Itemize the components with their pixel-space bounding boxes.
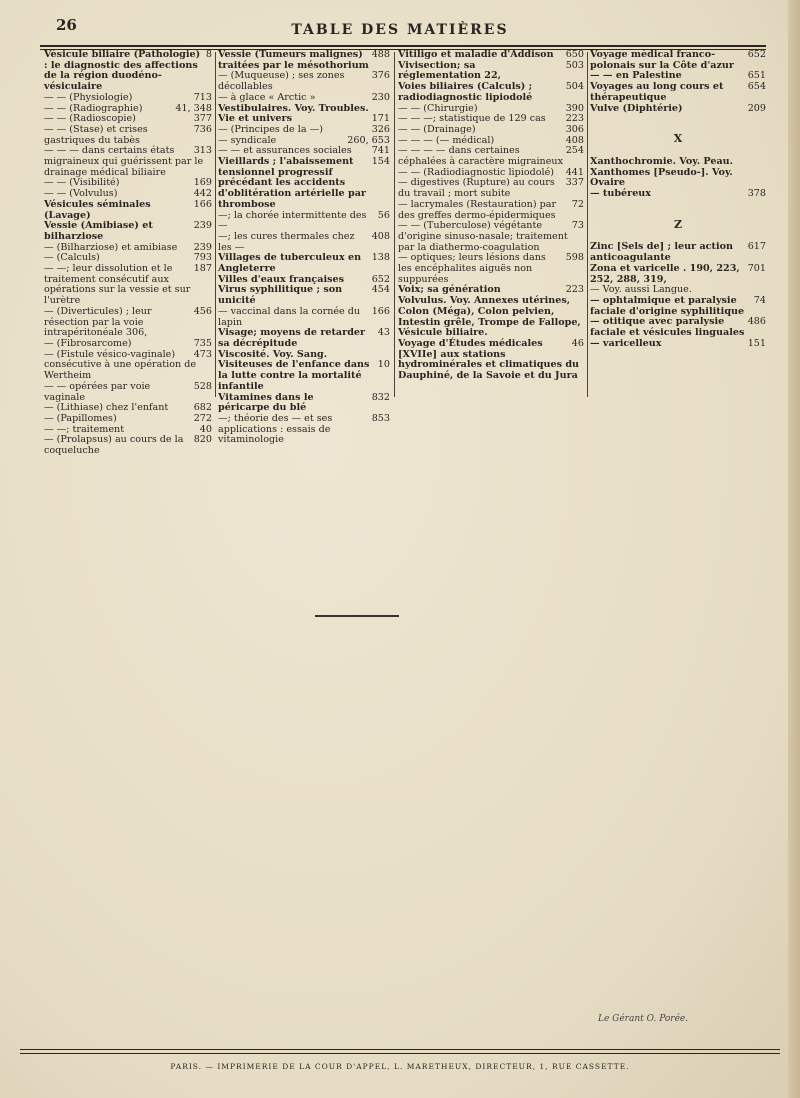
page-reference: 306 xyxy=(565,123,584,135)
entry-text: Viscosité. Voy. Sang. xyxy=(218,348,328,360)
page-reference: 154 xyxy=(371,156,390,168)
index-entry xyxy=(44,264,212,307)
entry-text: Voyage d'Études médicales [XVIIe] aux stations hydrominérales et climatiques du Dauphiné, de la Savoie et du Jura xyxy=(398,337,580,382)
page-reference: 735 xyxy=(193,337,212,349)
index-entry xyxy=(44,146,212,178)
page-reference: 442 xyxy=(193,188,212,200)
entry-text: — à glace « Arctic » xyxy=(218,91,316,103)
page-reference: 74 xyxy=(753,294,766,306)
index-entry xyxy=(44,350,212,382)
entry-text: — — —; statistique de 129 cas xyxy=(398,113,546,125)
page-reference: 73 xyxy=(571,220,584,232)
column-divider xyxy=(587,52,588,397)
entry-text: — — (Drainage) xyxy=(398,123,476,135)
entry-text: Xanthochromie. Voy. Peau. xyxy=(590,155,733,167)
page-reference: 72 xyxy=(571,198,584,210)
index-entry xyxy=(44,125,212,146)
index-entry xyxy=(44,221,212,242)
entry-text: Vulve (Diphtérie) xyxy=(590,102,683,114)
entry-text: Visiteuses de l'enfance dans la lutte contre la mortalité infantile xyxy=(218,359,370,392)
entry-text: — otitique avec paralysie faciale et vésicules linguales xyxy=(590,316,745,339)
end-rule xyxy=(315,615,399,617)
index-entry xyxy=(44,307,212,339)
page-reference: 456 xyxy=(193,305,212,317)
page-reference: 313 xyxy=(193,145,212,157)
index-entry xyxy=(218,328,390,349)
entry-text: Vitiligo et maladie d'Addison xyxy=(398,49,554,60)
index-entry xyxy=(218,307,390,328)
entry-text: Voyages au long cours et thérapeutique xyxy=(590,81,724,103)
entry-text: — (Calculs) xyxy=(44,252,100,264)
entry-text: Vésicule biliaire (Pathologie) : le diagnostic des affections de la région duodéno-vésiculaire xyxy=(44,49,201,93)
entry-text: Voies biliaires (Calculs) ; radiodiagnostic lipiodolé xyxy=(398,81,533,103)
footer-rule xyxy=(20,1049,780,1050)
index-entry xyxy=(590,339,766,350)
entry-text: — syndicale xyxy=(218,134,277,146)
index-entry xyxy=(590,296,766,317)
page-reference: 10 xyxy=(377,359,390,371)
index-entry xyxy=(590,50,766,71)
entry-text: — vaccinal dans la cornée du lapin xyxy=(218,305,361,328)
index-entry xyxy=(398,146,584,167)
entry-text: — — (Volvulus) xyxy=(44,188,118,200)
index-entry xyxy=(44,50,212,93)
gerant-signature: Le Gérant O. Porée. xyxy=(598,1014,689,1024)
page-reference: 652 xyxy=(747,49,766,60)
entry-text: — — — — dans certaines céphalées à caractère migraineux xyxy=(398,145,564,168)
page-reference: 377 xyxy=(193,113,212,125)
entry-text: — digestives (Rupture) au cours du travail ; mort subite xyxy=(398,177,555,200)
index-entry xyxy=(44,435,212,456)
entry-text: Villages de tuberculeux en Angleterre xyxy=(218,252,362,275)
page-reference: 617 xyxy=(747,241,766,253)
entry-text: — (Diverticules) ; leur résection par la voie intrapéritonéale 306, xyxy=(44,305,152,339)
page-reference: 408 xyxy=(371,230,390,242)
index-entry xyxy=(398,61,584,82)
entry-text: — — en Palestine xyxy=(590,70,682,82)
entry-text: —; théorie des — et ses applications : essais de vitaminologie xyxy=(218,412,333,446)
page-reference: 239 xyxy=(193,241,212,253)
index-entry xyxy=(590,168,766,189)
entry-text: — (Lithiase) chez l'enfant xyxy=(44,402,169,414)
page-reference: 138 xyxy=(371,252,390,264)
entry-text: — (Prolapsus) au cours de la coqueluche xyxy=(44,434,184,457)
entry-text: Vessie (Amibiase) et bilharziose xyxy=(44,220,153,242)
page-reference: 56 xyxy=(377,209,390,221)
entry-text: Zona et varicelle . 190, 223, 252, 288, 319, xyxy=(590,262,740,285)
page-reference: 503 xyxy=(565,59,584,71)
page-number: 26 xyxy=(56,16,77,34)
entry-text: — — (Visibilité) xyxy=(44,177,120,189)
page-reference: 650 xyxy=(565,49,584,60)
entry-text: Vitamines dans le péricarpe du blé xyxy=(218,391,314,414)
page-reference: 171 xyxy=(371,113,390,125)
index-entry xyxy=(218,360,390,392)
entry-text: — tubéreux xyxy=(590,188,652,200)
page-reference: 46 xyxy=(571,337,584,349)
column-divider xyxy=(215,52,216,397)
entry-text: Zinc [Sels de] ; leur action anticoagulante xyxy=(590,241,733,264)
page-reference: 651 xyxy=(747,70,766,82)
index-entry xyxy=(218,71,390,92)
entry-text: — — (Radiodiagnostic lipiodolé) xyxy=(398,166,555,178)
page-reference: 504 xyxy=(565,81,584,93)
entry-text: Villes d'eaux françaises xyxy=(218,273,345,285)
entry-text: Vessie (Tumeurs malignes) traitées par le mésothorium xyxy=(218,49,369,71)
index-entry xyxy=(218,285,390,306)
page-reference: 43 xyxy=(377,327,390,339)
entry-text: Vésicules séminales (Lavage) xyxy=(44,198,151,221)
entry-text: — (Principes de la —) xyxy=(218,123,323,135)
entry-text: Visage; moyens de retarder sa décrépitude xyxy=(218,327,366,349)
page-reference: 454 xyxy=(371,284,390,296)
page-reference: 820 xyxy=(193,434,212,446)
index-entry xyxy=(398,253,584,285)
entry-text: Vivisection; sa réglementation 22, xyxy=(398,59,501,82)
page-reference: 701 xyxy=(747,262,766,274)
printer-line: PARIS. — IMPRIMERIE DE LA COUR D'APPEL, L. MARETHEUX, DIRECTEUR, 1, RUE CASSETTE. xyxy=(170,1062,630,1071)
page-reference: 337 xyxy=(565,177,584,189)
page-reference: 8 xyxy=(205,49,212,60)
entry-text: — (Fistule vésico-vaginale) consécutive à une opération de Wertheim xyxy=(44,348,197,382)
entry-text: Vieillards ; l'abaissement tensionnel progressif précédant les accidents d'oblitération artérielle par thrombose xyxy=(218,156,366,210)
footer-rule-thin xyxy=(20,1053,780,1054)
page-reference: 209 xyxy=(747,102,766,114)
entry-text: — (Fibrosarcome) xyxy=(44,337,132,349)
page-reference: 832 xyxy=(371,391,390,403)
page-reference: 260, 653 xyxy=(347,134,390,146)
index-entry xyxy=(398,178,584,199)
entry-text: — optiques; leurs lésions dans les encéphalites aiguës non suppurées xyxy=(398,252,546,285)
index-entry xyxy=(218,157,390,211)
entry-text: — Voy. aussi Langue. xyxy=(590,284,692,296)
index-entry xyxy=(398,339,584,382)
entry-text: — lacrymales (Restauration) par des greffes dermo-épidermiques xyxy=(398,198,557,221)
entry-text: — — (Stase) et crises gastriques du tabès xyxy=(44,123,148,146)
index-column-1 xyxy=(44,49,212,457)
entry-text: — — (Radioscopie) xyxy=(44,113,136,125)
page-reference: 223 xyxy=(565,284,584,296)
page-reference: 151 xyxy=(747,337,766,349)
page-edge xyxy=(788,0,800,1098)
entry-text: Voix; sa génération xyxy=(398,284,501,296)
index-entry xyxy=(398,221,584,253)
index-entry xyxy=(44,200,212,221)
section-letter: Z xyxy=(673,217,683,231)
page-reference: 376 xyxy=(371,70,390,82)
page-reference: 853 xyxy=(371,412,390,424)
index-entry xyxy=(218,232,390,253)
index-entry xyxy=(218,393,390,414)
index-entry xyxy=(44,382,212,403)
entry-text: — — — (— médical) xyxy=(398,134,495,146)
index-entry xyxy=(218,211,390,232)
index-column-2 xyxy=(218,49,390,446)
entry-text: — varicelleux xyxy=(590,337,662,349)
entry-text: — — (Physiologie) xyxy=(44,91,133,103)
entry-text: — — et assurances sociales xyxy=(218,145,352,157)
index-entry xyxy=(590,189,766,200)
page-reference: 326 xyxy=(371,123,390,135)
index-entry xyxy=(590,242,766,263)
entry-text: Vie et univers xyxy=(218,113,292,125)
index-entry xyxy=(590,104,766,115)
entry-text: Volvulus. Voy. Annexes utérines, Colon (Méga), Colon pelvien, Intestin grêle, Trompe de Fallope, Vésicule biliaire. xyxy=(398,295,581,339)
entry-text: — — — dans certains états migraineux qui guérissent par le drainage médical biliaire xyxy=(44,145,204,178)
entry-text: Vestibulaires. Voy. Troubles. xyxy=(218,102,369,114)
entry-text: — (Muqueuse) ; ses zones décollables xyxy=(218,70,345,93)
index-entry xyxy=(218,414,390,446)
entry-text: Xanthomes [Pseudo-]. Voy. Ovaire xyxy=(590,166,733,189)
entry-text: Voyage médical franco-polonais sur la Côte d'azur xyxy=(590,49,734,71)
page-reference: 239 xyxy=(193,220,212,232)
page-reference: 41, 348 xyxy=(175,102,212,114)
page-reference: 486 xyxy=(747,316,766,328)
header-rule xyxy=(40,45,766,47)
page-reference: 166 xyxy=(371,305,390,317)
entry-text: — — (Radiographie) xyxy=(44,102,143,114)
index-entry xyxy=(218,50,390,71)
page-reference: 230 xyxy=(371,91,390,103)
page-reference: 598 xyxy=(565,252,584,264)
page-reference: 390 xyxy=(565,102,584,114)
page-reference: 408 xyxy=(565,134,584,146)
index-entry xyxy=(398,82,584,103)
page-reference: 223 xyxy=(565,113,584,125)
index-column-4 xyxy=(590,50,766,415)
page-reference: 473 xyxy=(193,348,212,360)
page-reference: 652 xyxy=(371,273,390,285)
entry-text: —; la chorée intermittente des — xyxy=(218,209,367,232)
entry-text: — (Bilharziose) et amibiase xyxy=(44,241,178,253)
entry-text: — (Papillomes) xyxy=(44,412,117,424)
page-reference: 736 xyxy=(193,123,212,135)
page-reference: 378 xyxy=(747,188,766,200)
index-entry xyxy=(590,264,766,285)
entry-text: — —; leur dissolution et le traitement consécutif aux opérations sur la vessie et sur l'urètre xyxy=(44,263,191,307)
index-entry xyxy=(218,253,390,274)
page-reference: 741 xyxy=(371,145,390,157)
entry-text: —; les cures thermales chez les — xyxy=(218,230,355,253)
index-entry xyxy=(590,317,766,338)
page-reference: 793 xyxy=(193,252,212,264)
entry-text: Virus syphilitique ; son unicité xyxy=(218,284,343,307)
page-reference: 654 xyxy=(747,81,766,93)
entry-text: — — (Tuberculose) végétante d'origine sinuso-nasale; traitement par la diathermo-coagulation xyxy=(398,220,568,253)
index-entry xyxy=(398,200,584,221)
page-reference: 169 xyxy=(193,177,212,189)
index-column-3 xyxy=(398,50,584,415)
section-letter: X xyxy=(673,132,683,146)
column-divider xyxy=(394,52,395,397)
page-reference: 254 xyxy=(565,145,584,157)
index-entry xyxy=(590,82,766,103)
page-reference: 488 xyxy=(371,49,390,60)
entry-text: — — opérées par voie vaginale xyxy=(44,380,151,403)
page-reference: 40 xyxy=(199,423,212,435)
entry-text: — — (Chirurgie) xyxy=(398,102,478,114)
page-reference: 187 xyxy=(193,263,212,275)
entry-text: — —; traitement xyxy=(44,423,125,435)
page-title: TABLE DES MATIÈRES xyxy=(291,22,509,38)
page-reference: 166 xyxy=(193,198,212,210)
entry-text: — ophtalmique et paralysie faciale d'origine syphilitique xyxy=(590,294,745,317)
page-reference: 682 xyxy=(193,402,212,414)
index-entry xyxy=(398,296,584,339)
page-reference: 713 xyxy=(193,91,212,103)
page-reference: 528 xyxy=(193,380,212,392)
page-reference: 441 xyxy=(565,166,584,178)
page-reference: 272 xyxy=(193,412,212,424)
